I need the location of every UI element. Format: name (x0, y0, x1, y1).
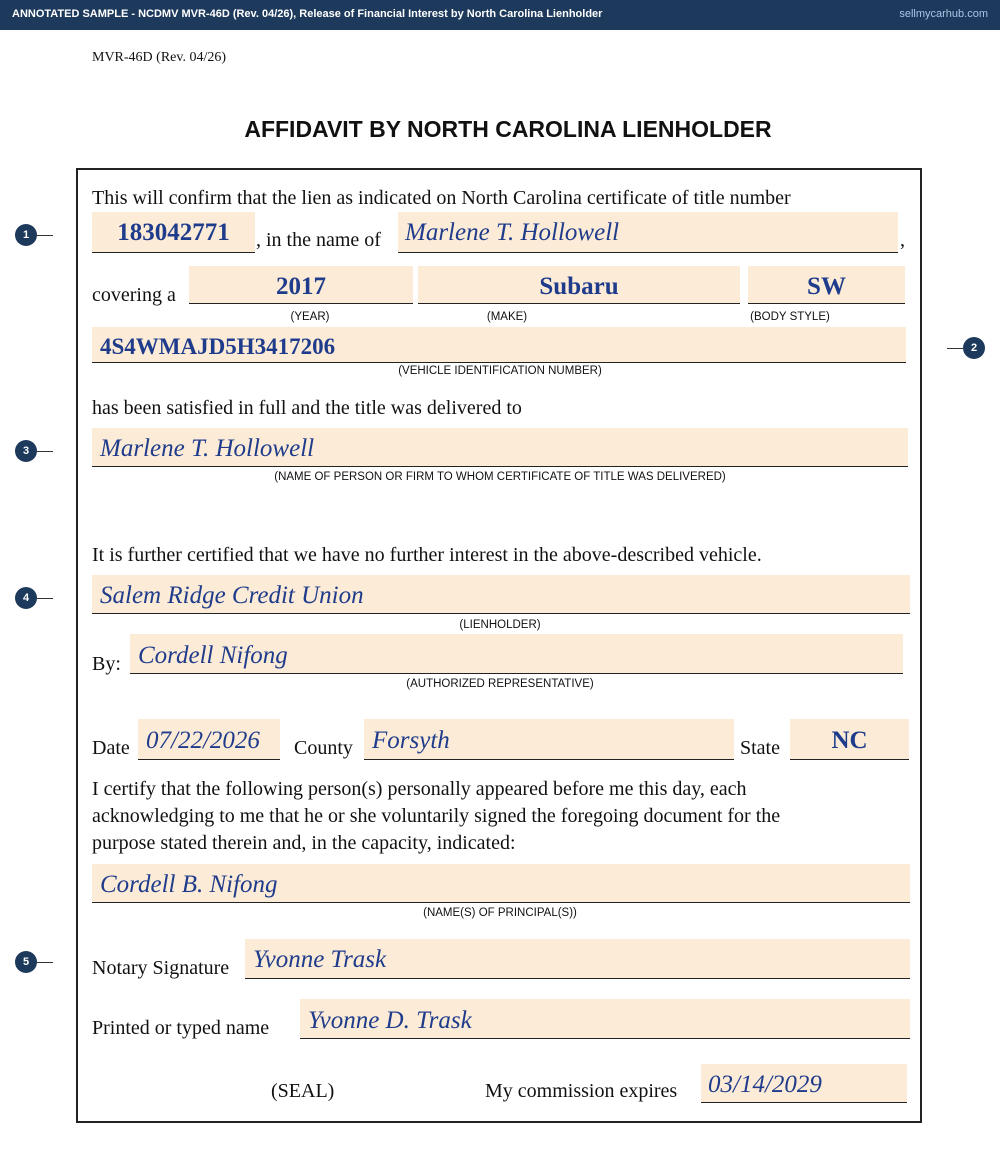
body-style-underline (748, 303, 905, 304)
state-label: State (740, 737, 780, 759)
vin-caption: (VEHICLE IDENTIFICATION NUMBER) (398, 365, 602, 377)
certify-line-1: I certify that the following person(s) personally appeared before me this day, each (92, 778, 747, 800)
county-value[interactable]: Forsyth (372, 727, 450, 754)
lienholder-value[interactable]: Salem Ridge Credit Union (100, 582, 364, 609)
owner-name-underline (398, 252, 898, 253)
vin-underline (92, 362, 906, 363)
notary-signature-value[interactable]: Yvonne Trask (253, 946, 387, 973)
annotation-marker-4[interactable]: 4 (15, 587, 37, 609)
further-interest-text: It is further certified that we have no further interest in the above-described vehicle. (92, 544, 762, 566)
annotation-marker-5[interactable]: 5 (15, 951, 37, 973)
top-banner (0, 0, 1000, 30)
annotation-marker-2[interactable]: 2 (963, 337, 985, 359)
vin-value[interactable]: 4S4WMAJD5H3417206 (100, 334, 336, 359)
date-underline (138, 759, 280, 760)
form-id: MVR-46D (Rev. 04/26) (92, 50, 227, 65)
by-label: By: (92, 653, 121, 675)
certify-line-2: acknowledging to me that he or she voluntarily signed the foregoing document for the (92, 805, 781, 827)
body-style-value[interactable]: SW (807, 273, 846, 300)
year-underline (189, 303, 413, 304)
banner-site-link[interactable]: sellmycarhub.com (899, 8, 988, 20)
notary-printed-underline (300, 1038, 910, 1039)
representative-caption: (AUTHORIZED REPRESENTATIVE) (406, 678, 594, 690)
notary-printed-value[interactable]: Yvonne D. Trask (308, 1007, 472, 1034)
form-title: AFFIDAVIT BY NORTH CAROLINA LIENHOLDER (244, 116, 772, 142)
representative-value[interactable]: Cordell Nifong (138, 642, 288, 669)
marker-1-leader (37, 235, 53, 236)
marker-2-leader (947, 348, 963, 349)
delivered-to-underline (92, 466, 908, 467)
county-label: County (294, 737, 353, 759)
principal-caption: (NAME(S) OF PRINCIPAL(S)) (423, 907, 577, 919)
representative-underline (130, 673, 903, 674)
certify-line-3: purpose stated therein and, in the capacity, indicated: (92, 832, 516, 854)
owner-name-value[interactable]: Marlene T. Hollowell (405, 219, 620, 246)
title-number-value[interactable]: 183042771 (117, 219, 230, 246)
marker-5-leader (37, 962, 53, 963)
banner-title: ANNOTATED SAMPLE - NCDMV MVR-46D (Rev. 04/26), Release of Financial Interest by North Carolina Lienholder (12, 8, 603, 20)
lienholder-caption: (LIENHOLDER) (459, 619, 541, 631)
comma-text: , (900, 229, 905, 251)
satisfied-text: has been satisfied in full and the title was delivered to (92, 397, 522, 419)
annotation-marker-3[interactable]: 3 (15, 440, 37, 462)
county-underline (364, 759, 734, 760)
principal-value[interactable]: Cordell B. Nifong (100, 871, 278, 898)
printed-name-label: Printed or typed name (92, 1017, 270, 1039)
commission-label: My commission expires (485, 1080, 678, 1102)
principal-underline (92, 902, 910, 903)
notary-signature-label: Notary Signature (92, 957, 230, 979)
delivered-to-value[interactable]: Marlene T. Hollowell (100, 435, 315, 462)
marker-4-leader (37, 598, 53, 599)
seal-text: (SEAL) (271, 1080, 335, 1102)
date-value[interactable]: 07/22/2026 (146, 727, 260, 754)
make-underline (418, 303, 740, 304)
notary-signature-underline (245, 978, 910, 979)
date-label: Date (92, 737, 130, 759)
marker-3-leader (37, 451, 53, 452)
lien-intro-text: This will confirm that the lien as indicated on North Carolina certificate of title number (92, 187, 791, 209)
in-name-of-text: , in the name of (256, 229, 381, 251)
body-style-caption: (BODY STYLE) (750, 311, 830, 323)
commission-underline (701, 1102, 907, 1103)
year-value[interactable]: 2017 (276, 273, 326, 300)
annotation-marker-1[interactable]: 1 (15, 224, 37, 246)
year-caption: (YEAR) (290, 311, 330, 323)
state-underline (790, 759, 909, 760)
title-number-underline (92, 252, 255, 253)
make-value[interactable]: Subaru (539, 273, 619, 300)
commission-value[interactable]: 03/14/2029 (708, 1071, 822, 1098)
lienholder-underline (92, 613, 910, 614)
make-caption: (MAKE) (486, 311, 528, 323)
state-value[interactable]: NC (831, 727, 868, 754)
covering-text: covering a (92, 284, 176, 306)
delivered-to-caption: (NAME OF PERSON OR FIRM TO WHOM CERTIFICATE OF TITLE WAS DELIVERED) (274, 471, 726, 483)
